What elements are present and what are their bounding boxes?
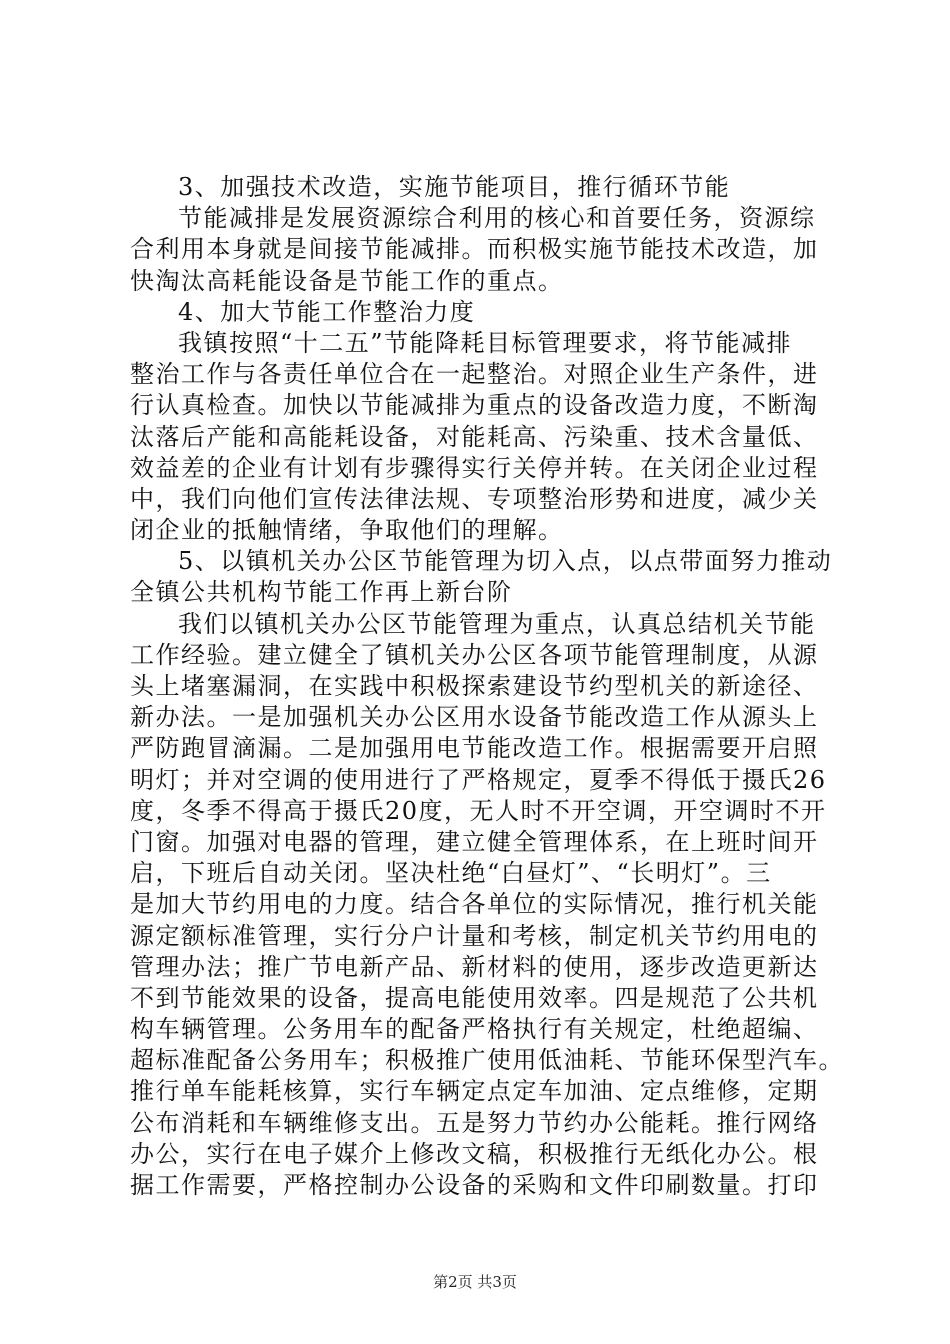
page-number: 第2页 共3页 — [433, 1273, 517, 1291]
text-line: 闭企业的抵触情绪，争取他们的理解。 — [130, 516, 564, 545]
text-line: 我们以镇机关办公区节能管理为重点，认真总结机关节能 — [178, 609, 816, 638]
text-line: 合利用本身就是间接节能减排。而积极实施节能技术改造，加 — [130, 235, 819, 264]
text-line: 管理办法；推广节电新产品、新材料的使用，逐步改造更新达 — [130, 952, 819, 981]
text-line: 据工作需要，严格控制办公设备的采购和文件印刷数量。打印 — [130, 1171, 819, 1199]
text-line: 全镇公共机构节能工作再上新台阶 — [130, 578, 513, 607]
text-line: 头上堵塞漏洞，在实践中积极探索建设节约型机关的新途径、 — [130, 672, 819, 700]
text-line: 我镇按照“十二五”节能降耗目标管理要求，将节能减排 — [178, 328, 793, 357]
text-line: 新办法。一是加强机关办公区用水设备节能改造工作从源头上 — [130, 703, 819, 732]
text-line: 4、加大节能工作整治力度 — [178, 297, 476, 326]
text-line: 超标准配备公务用车；积极推广使用低油耗、节能环保型汽车。 — [130, 1046, 844, 1075]
text-line: 不到节能效果的设备，提高电能使用效率。四是规范了公共机 — [130, 983, 819, 1012]
text-line: 3、加强技术改造，实施节能项目，推行循环节能 — [178, 173, 731, 201]
text-line: 源定额标准管理，实行分户计量和考核，制定机关节约用电的 — [130, 921, 819, 950]
text-line: 工作经验。建立健全了镇机关办公区各项节能管理制度，从源 — [130, 640, 819, 669]
text-line: 明灯；并对空调的使用进行了严格规定，夏季不得低于摄氏26 — [130, 765, 827, 794]
text-line: 推行单车能耗核算，实行车辆定点定车加油、定点维修，定期 — [130, 1077, 819, 1106]
text-line: 节能减排是发展资源综合利用的核心和首要任务，资源综 — [178, 204, 816, 233]
text-line: 度，冬季不得高于摄氏20度，无人时不开空调，开空调时不开 — [130, 796, 827, 825]
text-line: 构车辆管理。公务用车的配备严格执行有关规定，杜绝超编、 — [130, 1015, 819, 1044]
document-body — [130, 172, 842, 1201]
text-line: 启，下班后自动关闭。坚决杜绝“白昼灯”、“长明灯”。三 — [130, 859, 772, 888]
page-footer — [0, 1271, 950, 1292]
text-line: 快淘汰高耗能设备是节能工作的重点。 — [130, 266, 564, 295]
text-line: 整治工作与各责任单位合在一起整治。对照企业生产条件，进 — [130, 360, 819, 389]
text-line: 5、以镇机关办公区节能管理为切入点，以点带面努力推动 — [178, 547, 833, 576]
text-line: 效益差的企业有计划有步骤得实行关停并转。在关闭企业过程 — [130, 453, 819, 482]
text-line: 汰落后产能和高能耗设备，对能耗高、污染重、技术含量低、 — [130, 422, 819, 451]
text-line: 公布消耗和车辆维修支出。五是努力节约办公能耗。推行网络 — [130, 1108, 819, 1137]
text-line: 门窗。加强对电器的管理，建立健全管理体系，在上班时间开 — [130, 827, 819, 856]
text-line: 是加大节约用电的力度。结合各单位的实际情况，推行机关能 — [130, 890, 819, 919]
text-line: 行认真检查。加快以节能减排为重点的设备改造力度，不断淘 — [130, 391, 819, 420]
text-line: 严防跑冒滴漏。二是加强用电节能改造工作。根据需要开启照 — [130, 734, 819, 763]
text-line: 办公，实行在电子媒介上修改文稿，积极推行无纸化办公。根 — [130, 1139, 819, 1168]
text-line: 中，我们向他们宣传法律法规、专项整治形势和进度，减少关 — [130, 484, 819, 513]
